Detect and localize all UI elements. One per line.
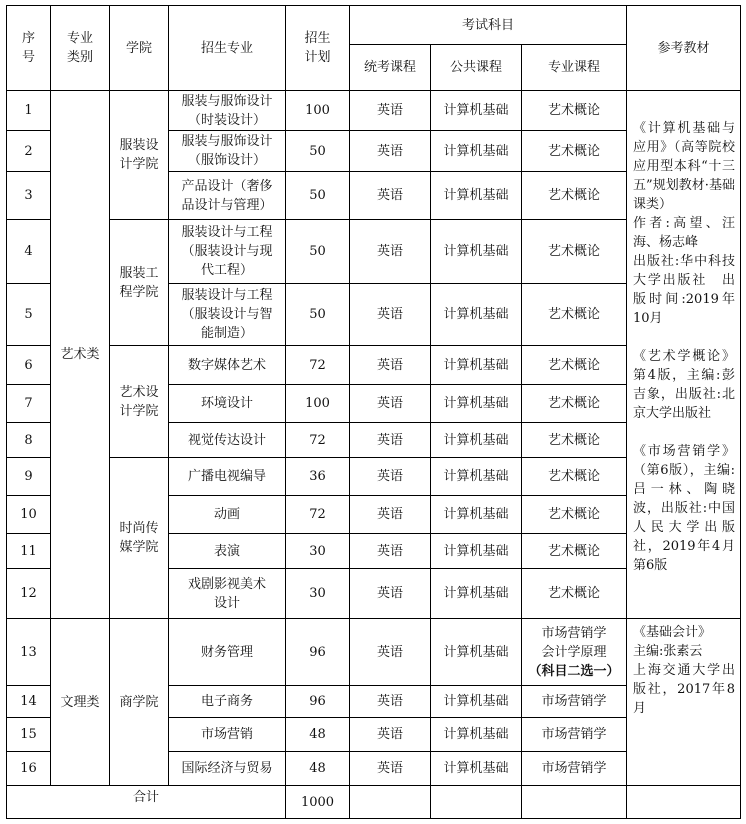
- public-cell: 计算机基础: [431, 346, 522, 385]
- prof-cell: 市场营销学: [522, 686, 627, 718]
- unified-cell: 英语: [350, 534, 431, 569]
- category-cell: 文理类: [51, 619, 110, 786]
- prof-cell: 艺术概论: [522, 284, 627, 346]
- public-cell: 计算机基础: [431, 496, 522, 534]
- major-cell: 表演: [169, 534, 286, 569]
- prof-cell: 艺术概论: [522, 385, 627, 423]
- plan-cell: 100: [286, 91, 350, 131]
- total-label: 合计: [7, 786, 286, 819]
- public-cell: 计算机基础: [431, 718, 522, 752]
- plan-cell: 50: [286, 172, 350, 220]
- unified-cell: 英语: [350, 385, 431, 423]
- public-cell: 计算机基础: [431, 458, 522, 496]
- plan-cell: 48: [286, 752, 350, 786]
- prof-cell: 艺术概论: [522, 534, 627, 569]
- enrollment-table: [6, 5, 741, 819]
- unified-cell: 英语: [350, 172, 431, 220]
- unified-cell: 英语: [350, 496, 431, 534]
- row-no: 2: [7, 131, 51, 172]
- public-cell: 计算机基础: [431, 385, 522, 423]
- major-cell: 国际经济与贸易: [169, 752, 286, 786]
- plan-cell: 72: [286, 496, 350, 534]
- header-no: 序 号: [7, 6, 51, 91]
- major-cell: 市场营销: [169, 718, 286, 752]
- college-cell: 服装设 计学院: [110, 91, 169, 220]
- plan-cell: 100: [286, 385, 350, 423]
- unified-cell: 英语: [350, 569, 431, 619]
- prof-cell: [522, 619, 627, 686]
- row-no: 7: [7, 385, 51, 423]
- row-no: 1: [7, 91, 51, 131]
- unified-cell: 英语: [350, 423, 431, 458]
- row-no: 8: [7, 423, 51, 458]
- prof-cell: 艺术概论: [522, 91, 627, 131]
- row-no: 11: [7, 534, 51, 569]
- category-cell: 艺术类: [51, 91, 110, 619]
- header-textbooks: 参考教材: [627, 6, 741, 91]
- public-cell: 计算机基础: [431, 569, 522, 619]
- plan-cell: 30: [286, 534, 350, 569]
- plan-cell: 36: [286, 458, 350, 496]
- plan-cell: 50: [286, 131, 350, 172]
- textbooks-biz: 《基础会计》 主编:张素云 上海交通大学出版社，2017年8月: [627, 619, 741, 786]
- total-row: [7, 786, 741, 819]
- public-cell: 计算机基础: [431, 534, 522, 569]
- header-unified: 统考课程: [350, 45, 431, 91]
- row-no: 5: [7, 284, 51, 346]
- major-cell: 数字媒体艺术: [169, 346, 286, 385]
- table-row: [7, 619, 741, 686]
- major-cell: 电子商务: [169, 686, 286, 718]
- prof-cell: 艺术概论: [522, 423, 627, 458]
- header-professional: 专业课程: [522, 45, 627, 91]
- total-empty: [627, 786, 741, 819]
- major-cell: 动画: [169, 496, 286, 534]
- row-no: 3: [7, 172, 51, 220]
- prof-cell: 艺术概论: [522, 131, 627, 172]
- college-cell: 商学院: [110, 619, 169, 786]
- plan-cell: 72: [286, 346, 350, 385]
- plan-cell: 96: [286, 686, 350, 718]
- row-no: 9: [7, 458, 51, 496]
- public-cell: 计算机基础: [431, 686, 522, 718]
- public-cell: 计算机基础: [431, 619, 522, 686]
- prof-note: （科目二选一）: [528, 663, 620, 679]
- plan-cell: 50: [286, 220, 350, 284]
- unified-cell: 英语: [350, 220, 431, 284]
- prof-cell: 艺术概论: [522, 569, 627, 619]
- header-major: 招生专业: [169, 6, 286, 91]
- row-no: 16: [7, 752, 51, 786]
- plan-cell: 30: [286, 569, 350, 619]
- major-cell: 服装与服饰设计 （时装设计）: [169, 91, 286, 131]
- row-no: 6: [7, 346, 51, 385]
- textbooks-art: 《计算机基础与应用》（高等院校应用型本科“十三五”规划教材·基础课类） 作者:高望、汪海、杨志峰 出版社:华中科技大学出版社 出版时间:2019年10月 《艺术学概论》第4版，主编:彭吉象，出版社:北京大学出版社 《市场营销学》（第6版），主编:吕一林、陶晓波，出版社:中国人民大学出版社，2019年4月第6版: [627, 91, 741, 619]
- unified-cell: 英语: [350, 619, 431, 686]
- header-college: 学院: [110, 6, 169, 91]
- unified-cell: 英语: [350, 458, 431, 496]
- prof-cell: 市场营销学: [522, 718, 627, 752]
- plan-cell: 50: [286, 284, 350, 346]
- plan-cell: 48: [286, 718, 350, 752]
- prof-cell: 艺术概论: [522, 458, 627, 496]
- header-plan: 招生 计划: [286, 6, 350, 91]
- total-empty: [350, 786, 431, 819]
- row-no: 15: [7, 718, 51, 752]
- public-cell: 计算机基础: [431, 91, 522, 131]
- plan-cell: 96: [286, 619, 350, 686]
- public-cell: 计算机基础: [431, 284, 522, 346]
- major-cell: 财务管理: [169, 619, 286, 686]
- college-cell: 艺术设 计学院: [110, 346, 169, 458]
- major-cell: 服装与服饰设计 （服饰设计）: [169, 131, 286, 172]
- header-exam-subjects: 考试科目: [350, 6, 627, 45]
- unified-cell: 英语: [350, 284, 431, 346]
- prof-cell: 艺术概论: [522, 346, 627, 385]
- total-value: 1000: [286, 786, 350, 819]
- college-cell: 服装工 程学院: [110, 220, 169, 346]
- public-cell: 计算机基础: [431, 172, 522, 220]
- header-category: 专业 类别: [51, 6, 110, 91]
- public-cell: 计算机基础: [431, 220, 522, 284]
- unified-cell: 英语: [350, 718, 431, 752]
- prof-cell: 市场营销学: [522, 752, 627, 786]
- unified-cell: 英语: [350, 752, 431, 786]
- table-row: [7, 91, 741, 131]
- row-no: 4: [7, 220, 51, 284]
- college-cell: 时尚传 媒学院: [110, 458, 169, 619]
- major-cell: 产品设计（奢侈 品设计与管理）: [169, 172, 286, 220]
- major-cell: 服装设计与工程 （服装设计与现 代工程）: [169, 220, 286, 284]
- unified-cell: 英语: [350, 346, 431, 385]
- unified-cell: 英语: [350, 686, 431, 718]
- major-cell: 戏剧影视美术 设计: [169, 569, 286, 619]
- prof-cell: 艺术概论: [522, 220, 627, 284]
- row-no: 10: [7, 496, 51, 534]
- total-empty: [431, 786, 522, 819]
- prof-cell: 艺术概论: [522, 496, 627, 534]
- header-public: 公共课程: [431, 45, 522, 91]
- prof-options: 市场营销学 会计学原理: [541, 625, 607, 660]
- public-cell: 计算机基础: [431, 131, 522, 172]
- prof-cell: 艺术概论: [522, 172, 627, 220]
- row-no: 13: [7, 619, 51, 686]
- public-cell: 计算机基础: [431, 423, 522, 458]
- row-no: 14: [7, 686, 51, 718]
- unified-cell: 英语: [350, 91, 431, 131]
- major-cell: 服装设计与工程 （服装设计与智 能制造）: [169, 284, 286, 346]
- row-no: 12: [7, 569, 51, 619]
- public-cell: 计算机基础: [431, 752, 522, 786]
- major-cell: 广播电视编导: [169, 458, 286, 496]
- major-cell: 环境设计: [169, 385, 286, 423]
- unified-cell: 英语: [350, 131, 431, 172]
- major-cell: 视觉传达设计: [169, 423, 286, 458]
- plan-cell: 72: [286, 423, 350, 458]
- total-empty: [522, 786, 627, 819]
